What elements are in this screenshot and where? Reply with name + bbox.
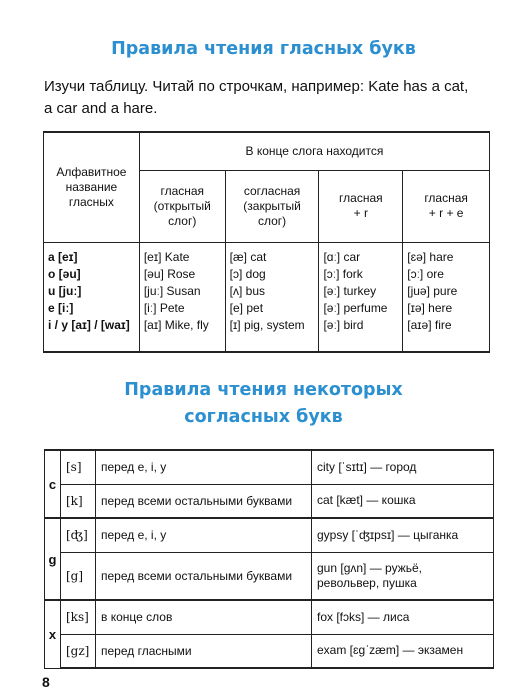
header-line: (открытый [153, 198, 211, 213]
vowel-r-e-entry: [aɪə] fire [407, 317, 452, 332]
example-cell: gypsy [ˈʤɪpsɪ] — цыганка [312, 518, 494, 552]
header-line: гласных [68, 194, 114, 209]
open-entry: [juː] Susan [143, 283, 201, 298]
alphabet-column [44, 242, 140, 352]
open-syllable-header [139, 170, 225, 242]
vowel-r-e-entry: [ɔː] ore [407, 266, 444, 281]
ipa-cell: [s] [61, 450, 96, 484]
header-line: слог) [257, 213, 287, 228]
example-cell: exam [ɛgˈzæm] — экзамен [312, 634, 494, 668]
alphabet-entry: u [juː] [48, 283, 82, 298]
letter-cell: c [45, 450, 61, 518]
section-title-consonants [0, 377, 527, 431]
rule-cell: перед гласными [96, 634, 312, 668]
group-header: В конце слога находится [139, 132, 489, 170]
example-cell [312, 552, 494, 600]
vowel-r-entry: [ɑː] car [323, 249, 361, 264]
vowel-r-entry: [əː] turkey [323, 283, 377, 298]
header-line: (закрытый [243, 198, 301, 213]
alphabet-entry: o [əu] [48, 266, 81, 281]
open-syllable-column [139, 242, 225, 352]
closed-syllable-header [225, 170, 319, 242]
open-entry: [aɪ] Mike, fly [143, 317, 209, 332]
rule-cell: перед e, i, y [96, 450, 312, 484]
header-line: + r [353, 206, 369, 220]
closed-entry: [e] pet [229, 300, 264, 315]
open-entry: [əu] Rose [143, 266, 196, 281]
rule-cell: перед всеми остальными буквами [96, 552, 312, 600]
header-line: согласная [243, 183, 301, 198]
alphabet-name-header [44, 132, 140, 242]
example-cell: fox [fɔks] — лиса [312, 600, 494, 634]
letter-cell: x [45, 600, 61, 668]
vowel-r-e-entry: [ɪə] here [407, 300, 453, 315]
example-line: револьвер, пушка [317, 575, 417, 590]
ipa-cell: [g] [61, 552, 96, 600]
header-line: название [65, 179, 118, 194]
vowel-r-header [319, 170, 403, 242]
ipa-cell: [ks] [61, 600, 96, 634]
header-line: гласная [424, 191, 468, 205]
closed-entry: [ɔ] dog [229, 266, 266, 281]
rule-cell: перед e, i, y [96, 518, 312, 552]
closed-entry: [ʌ] bus [229, 283, 266, 298]
ipa-cell: [gz] [61, 634, 96, 668]
ipa-cell: [ʤ] [61, 518, 96, 552]
closed-entry: [ɪ] pig, system [229, 317, 305, 332]
vowel-r-e-entry: [juə] pure [407, 283, 458, 298]
vowel-r-e-header [403, 170, 490, 242]
open-entry: [iː] Pete [143, 300, 185, 315]
vowel-r-entry: [ɔː] fork [323, 266, 363, 281]
example-cell: cat [kæt] — кошка [312, 484, 494, 518]
page-number: 8 [42, 674, 50, 690]
title-line: Правила чтения некоторых [124, 380, 403, 400]
ipa-cell: [k] [61, 484, 96, 518]
example-line: gun [gʌn] — ружьё, [317, 560, 422, 575]
title-line: согласных букв [184, 407, 343, 427]
vowel-r-e-column [403, 242, 490, 352]
alphabet-entry: e [iː] [48, 300, 74, 315]
intro-text [44, 76, 504, 120]
vowel-r-column [319, 242, 403, 352]
vowel-r-e-entry: [ɛə] hare [407, 249, 454, 264]
header-line: гласная [160, 183, 205, 198]
closed-syllable-column [225, 242, 319, 352]
header-line: гласная [339, 191, 383, 205]
open-entry: [eɪ] Kate [143, 249, 190, 264]
alphabet-entry: a [eɪ] [48, 249, 78, 264]
section-title-vowels: Правила чтения гласных букв [111, 39, 416, 59]
header-line: слог) [168, 213, 197, 228]
letter-cell: g [45, 518, 61, 600]
vowel-r-entry: [əː] bird [323, 317, 364, 332]
header-line: Алфавитное [56, 164, 127, 179]
closed-entry: [æ] cat [229, 249, 267, 264]
header-line: + r + e [428, 206, 464, 220]
rule-cell: в конце слов [96, 600, 312, 634]
example-cell: city [ˈsɪtɪ] — город [312, 450, 494, 484]
rule-cell: перед всеми остальными буквами [96, 484, 312, 518]
consonant-rules-table [44, 449, 494, 669]
intro-line-1: Изучи таблицу. Читай по строчкам, например: Kate has a cat, [44, 78, 469, 95]
intro-line-2: a car and a hare. [44, 100, 158, 117]
alphabet-entry: i / y [aɪ] / [waɪ] [48, 317, 130, 332]
vowel-r-entry: [əː] perfume [323, 300, 388, 315]
vowel-rules-table [43, 131, 490, 353]
